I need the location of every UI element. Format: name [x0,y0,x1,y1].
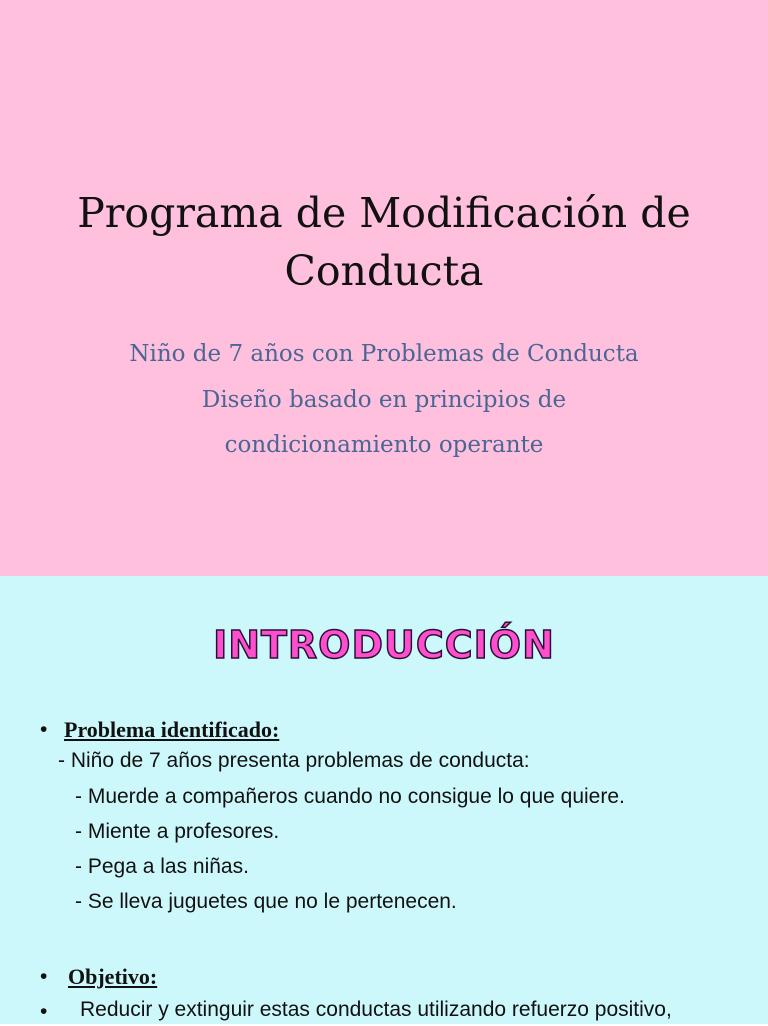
behavior-item: - Se lleva juguetes que no le pertenecen. [75,890,457,913]
title-line-2: Conducta [284,247,484,295]
subtitle-block [40,378,728,468]
behavior-item: - Pega a las niñas. [75,855,249,878]
problem-intro: - Niño de 7 años presenta problemas de conducta: [58,749,530,772]
presentation-title [40,184,728,300]
bullet-icon: • [40,718,48,741]
bullet-icon: • [40,965,48,988]
objective-text: Reducir y extinguir estas conductas utilizando refuerzo positivo, [80,998,672,1021]
behavior-item: - Muerde a compañeros cuando no consigue lo que quiere. [75,785,625,808]
section-heading: INTRODUCCIÓN [213,623,555,667]
subtitle-line-3: condicionamiento operante [224,432,544,458]
subtitle-line-2: Diseño basado en principios de [201,387,567,413]
problem-label: Problema identificado: [64,717,280,742]
behavior-item: - Miente a profesores. [75,820,280,843]
objective-label: Objetivo: [68,964,158,989]
title-line-1: Programa de Modificación de [77,189,691,237]
subtitle-line-1: Niño de 7 años con Problemas de Conducta [129,341,639,367]
bullet-icon: • [40,1000,48,1023]
